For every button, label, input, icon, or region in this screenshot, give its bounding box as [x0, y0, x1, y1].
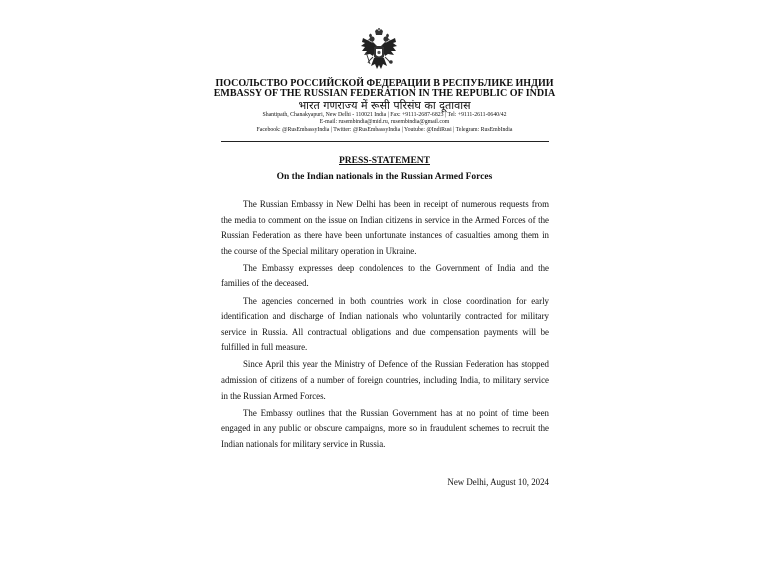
- paragraph-4: Since April this year the Ministry of Defence of the Russian Federation has stopped admission of citizens of a number of foreign countries, including India, to military service in the Russian Armed Forces.: [221, 359, 549, 401]
- embassy-name-hindi: भारत गणराज्य में रूसी परिसंघ का दूतावास: [298, 99, 471, 112]
- paragraph-1: The Russian Embassy in New Delhi has been in receipt of numerous requests from the media to comment on the issue on Indian citizens in service in the Armed Forces of the Russian Federation as there have been unfortunate instances of casualties among them in the course of the Special military operation in Ukraine.: [221, 199, 549, 256]
- paragraph-5: The Embassy outlines that the Russian Government has at no point of time been engaged in any public or obscure campaigns, more so in fraudulent schemes to recruit the Indian nationals for military service in Russia.: [221, 407, 549, 449]
- document-title: PRESS-STATEMENT: [339, 156, 430, 166]
- statement-body: [221, 197, 549, 454]
- embassy-name-english: EMBASSY OF THE RUSSIAN FEDERATION IN THE REPUBLIC OF INDIA: [213, 88, 556, 99]
- letterhead-divider: [221, 141, 549, 142]
- russian-coat-of-arms-icon: [360, 28, 398, 72]
- embassy-email: E-mail: rusembindia@mid.ru, rusembindia@gmail.com: [319, 119, 450, 126]
- embassy-name-russian: ПОСОЛЬСТВО РОССИЙСКОЙ ФЕДЕРАЦИИ В РЕСПУБЛИКЕ ИНДИИ: [215, 78, 554, 89]
- paragraph-3: The agencies concerned in both countries work in close coordination for early identification and discharge of Indian nationals who voluntarily contracted for military service in Russia. All contractual obligations and due compensation payments will be fulfilled in full measure.: [221, 295, 549, 353]
- dateline: New Delhi, August 10, 2024: [447, 477, 549, 487]
- embassy-social-links: Facebook: @RusEmbassyIndia | Twitter: @RusEmbassyIndia | Youtube: @IndiRusi | Telegram: RusEmbIndia: [256, 126, 513, 133]
- document-subtitle: On the Indian nationals in the Russian Armed Forces: [276, 172, 493, 182]
- paragraph-2: The Embassy expresses deep condolences to the Government of India and the families of the deceased.: [221, 262, 549, 289]
- embassy-address: Shantipath, Chanakyapuri, New Delhi - 110021 India | Fax: +9111-2687-6823 | Tel: +9111-2611-0640/42: [262, 112, 507, 118]
- letterhead: [200, 79, 569, 134]
